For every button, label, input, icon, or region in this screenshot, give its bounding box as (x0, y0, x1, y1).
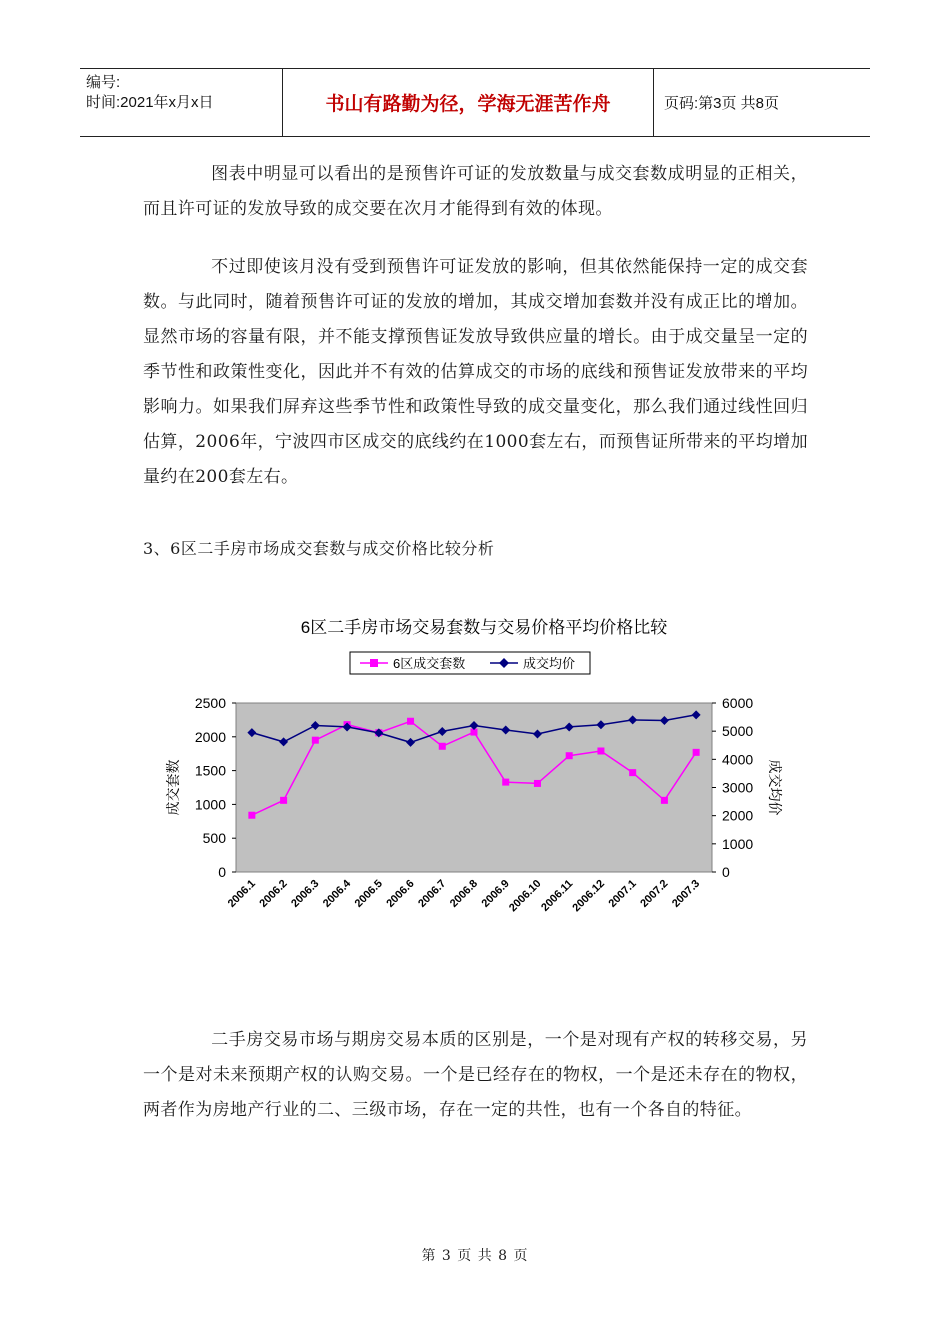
paragraph-1: 图表中明显可以看出的是预售许可证的发放数量与成交套数成明显的正相关，而且许可证的发放导致的成交要在次月才能得到有效的体现。 (143, 164, 808, 219)
left-tick-label: 2000 (194, 728, 226, 745)
x-tick-label: 2006.4 (320, 877, 354, 910)
data-point-sales-count (502, 779, 509, 786)
header-motto: 书山有路勤为径，学海无涯苦作舟 (282, 69, 654, 136)
data-point-sales-count (566, 752, 573, 759)
page-footer: 第 3 页 共 8 页 (421, 1248, 529, 1264)
time-label: 时间:2021年x月x日 (86, 94, 214, 111)
x-tick-label: 2006.8 (447, 877, 481, 910)
x-tick-label: 2006.11 (539, 877, 576, 914)
left-tick-label: 0 (218, 864, 226, 880)
right-tick-label: 4000 (722, 751, 754, 768)
data-point-sales-count (439, 743, 446, 750)
data-point-sales-count (693, 749, 700, 756)
data-point-sales-count (629, 769, 636, 776)
right-tick-label: 5000 (722, 723, 754, 740)
legend-label: 6区成交套数 (393, 656, 466, 671)
right-tick-label: 2000 (722, 807, 754, 824)
header-meta (80, 69, 282, 136)
number-label: 编号: (86, 74, 121, 91)
x-tick-label: 2006.2 (257, 877, 290, 910)
paragraph-2: 不过即使该月没有受到预售许可证发放的影响，但其依然能保持一定的成交套数。与此同时，随着预售许可证的发放的增加，其成交增加套数并没有成正比的增加。显然市场的容量有限，并不能支撑预售证发放导致供应量的增长。由于成交量呈一定的季节性和政策性变化，因此并不有效的估算成交的市场的底线和预售证发放带来的平均影响力。如果我们屏弃这些季节性和政策性导致的成交量变化，那么我们通过线性回归估算，2006年，宁波四市区成交的底线约在1000套左右，而预售证所带来的平均增加量约在200套左右。 (143, 257, 808, 487)
chart-title: 6区二手房市场交易套数与交易价格平均价格比较 (300, 618, 668, 637)
data-point-sales-count (534, 780, 541, 787)
x-tick-label: 2006.9 (479, 877, 512, 910)
data-point-sales-count (597, 747, 604, 754)
x-tick-label: 2006.5 (352, 877, 385, 910)
left-tick-label: 1500 (194, 762, 226, 779)
paragraph-3: 二手房交易市场与期房交易本质的区别是，一个是对现有产权的转移交易，另一个是对未来预期产权的认购交易。一个是已经存在的物权，一个是还未存在的物权，两者作为房地产行业的二、三级市场，存在一定的共性，也有一个各自的特征。 (143, 1030, 808, 1120)
right-tick-label: 1000 (722, 835, 754, 852)
left-tick-label: 2500 (194, 695, 226, 711)
right-tick-label: 0 (722, 864, 730, 880)
x-tick-label: 2007.1 (606, 877, 639, 910)
header-table (80, 68, 870, 137)
x-tick-label: 2006.6 (384, 877, 417, 910)
right-tick-label: 3000 (722, 779, 754, 796)
right-axis-label: 成交均价 (767, 759, 783, 816)
x-tick-label: 2006.12 (570, 877, 608, 915)
right-tick-label: 6000 (722, 695, 754, 711)
x-tick-label: 2007.2 (638, 877, 671, 910)
left-tick-label: 1000 (194, 796, 226, 813)
legend-marker-square (370, 659, 378, 667)
x-tick-label: 2006.3 (289, 877, 322, 910)
data-point-sales-count (280, 797, 287, 804)
x-tick-label: 2007.3 (669, 877, 703, 910)
header-page-label: 页码:第3页 共8页 (664, 95, 780, 112)
legend-label: 成交均价 (523, 656, 576, 671)
data-point-sales-count (248, 812, 255, 819)
left-tick-label: 500 (202, 830, 226, 847)
data-point-sales-count (661, 797, 668, 804)
x-tick-label: 2006.10 (506, 877, 544, 915)
data-point-sales-count (407, 718, 414, 725)
data-point-sales-count (312, 737, 319, 744)
left-axis-label: 成交套数 (165, 759, 181, 816)
x-tick-label: 2006.1 (225, 877, 258, 910)
section-heading: 3、6区二手房市场成交套数与成交价格比较分析 (143, 539, 495, 558)
x-tick-label: 2006.7 (416, 877, 449, 910)
sales-price-chart (150, 600, 810, 970)
